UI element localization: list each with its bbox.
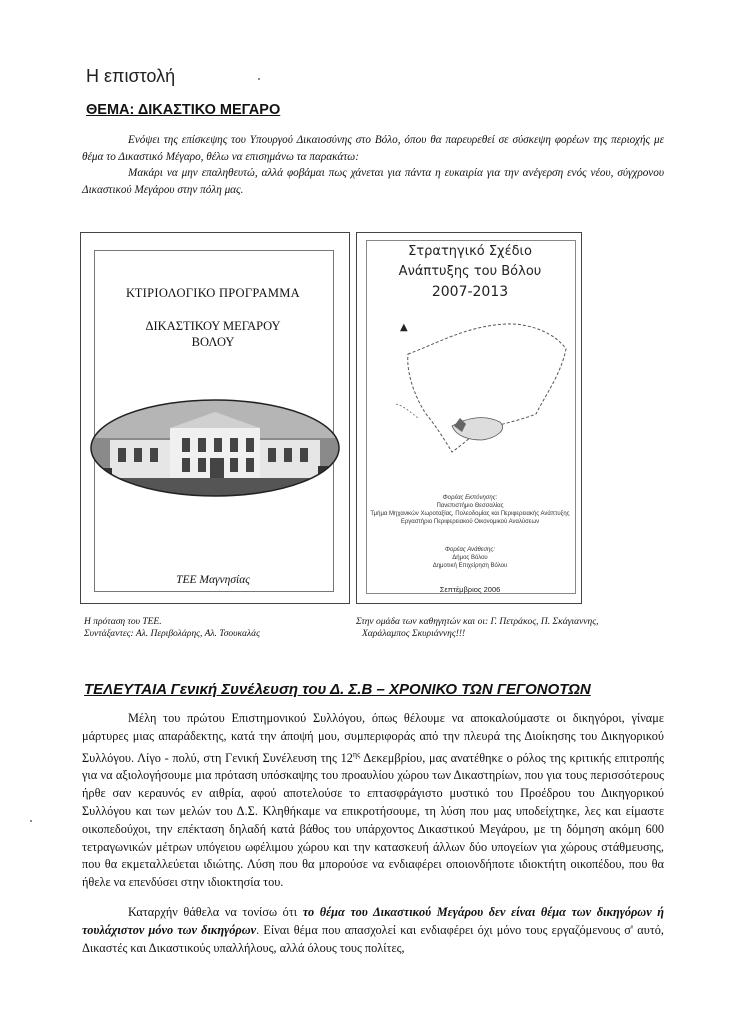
intro-text	[82, 132, 664, 198]
plan-title-line: Ανάπτυξης του Βόλου	[398, 264, 542, 279]
article-paragraph	[82, 710, 664, 892]
caption-line: Η πρόταση του ΤΕΕ.	[84, 617, 162, 627]
right-caption	[356, 616, 636, 640]
plan-date: Σεπτέμβριος 2006	[439, 585, 501, 594]
scan-speck	[258, 78, 260, 80]
article-text: . Είναι θέμα που απασχολεί και ενδιαφέρει όχι μόνο τους εργαζόμενους σ' αυτό, Δικαστές και Δικαστικούς υπαλλήλους, αλλά όλους τους πολίτες,	[82, 922, 664, 955]
funder-line: Δημοτική Επιχείρηση Βόλου	[432, 563, 508, 569]
cover-publisher: ΤΕΕ Μαγνησίας	[176, 574, 250, 586]
plan-years: 2007-2013	[431, 284, 509, 300]
authoring-label: Φορέας Εκπόνησης:	[442, 495, 498, 501]
scan-speck	[30, 820, 32, 822]
left-caption	[84, 616, 352, 640]
authoring-line: Εργαστήριο Περιφερειακού Οικονομικού Αναλύσεων	[400, 519, 540, 525]
caption-line: Χαράλαμπος Σκυριάννης!!!	[362, 629, 466, 639]
article-body	[82, 710, 664, 969]
cover-subtitle-line: ΔΙΚΑΣΤΙΚΟΥ ΜΕΓΑΡΟΥ	[145, 319, 281, 333]
article-text: Μέλη του πρώτου Επιστημονικού Συλλόγου, όπως θέλουμε να αποκαλούμαστε οι δικηγόροι, γίναμε μάρτυρες μιας απαράδεκτης, κατά την άποψή μου, συμπεριφοράς από την πλευρά της Διοίκησης του Δικηγορικού Συλλόγου. Λίγο - πολύ, στη Γενική Συνέλευση της 12	[82, 711, 664, 765]
article-paragraph	[82, 904, 664, 957]
cover-title: ΚΤΙΡΙΟΛΟΓΙΚΟ ΠΡΟΓΡΑΜΜΑ	[125, 286, 301, 300]
plan-title-line: Στρατηγικό Σχέδιο	[408, 244, 532, 259]
subject-line: ΘΕΜΑ: ΔΙΚΑΣΤΙΚΟ ΜΕΓΑΡΟ	[86, 102, 281, 118]
intro-paragraph: Ενόψει της επίσκεψης του Υπουργού Δικαιοσύνης στο Βόλο, όπου θα παρευρεθεί σε σύσκεψη φορέων της περιοχής με θέμα το Δικαστικό Μέγαρο, θέλω να επισημάνω τα παρακάτω:	[82, 134, 664, 163]
caption-line: Συντάξαντες: Αλ. Περιβολάρης, Αλ. Τσουκαλάς	[84, 629, 260, 639]
article-title: ΤΕΛΕΥΤΑΙΑ Γενική Συνέλευση του Δ. Σ.Β – ΧΡΟΝΙΚΟ ΤΩΝ ΓΕΓΟΝΟΤΩΝ	[84, 681, 591, 698]
caption-line: Στην ομάδα των καθηγητών και οι: Γ. Πετράκος, Π. Σκάγιαννης,	[356, 617, 599, 627]
article-text: Δεκεμβρίου, μας ανατέθηκε ο ρόλος της κριτικής επιτροπής για να αξιολογήσουμε μια πρόταση υπόσκαψης του προαυλίου χώρου των Δικαστηρίων, που για τους περισσότερους ήρθε σαν κεραυνός εν αιθρία, αφού αποτελούσε το επτασφράγιστο μυστικό του Προέδρου του Δικηγορικού Συλλόγου και των μελών του Δ.Σ. Κληθήκαμε να επικροτήσουμε, τη λύση που μας υποδείχτηκε, λες και είμαστε οικοπεδούχοι, την επέκταση δηλαδή κατά βάθος του υπάρχοντος Δικαστικού Μεγάρου, με τη δόμηση ακόμη 600 τετραγωνικών μέτρων υπόγειου ωφέλιμου χώρου και την κατασκευή άλλων δύο υπογείων για χώρους στάθμευσης, που θα εκμεταλλεύεται ιδιώτης. Λύση που θα μπορούσε να ενδιαφέρει οποιονδήποτε ιδιοκτήτη οικοπέδου, που θα ήθελε να επενδύσει στην ιδιοκτησία του.	[82, 750, 664, 890]
volos-map	[396, 314, 572, 464]
ordinal-suffix: ης	[352, 749, 361, 759]
plan-title	[368, 242, 572, 302]
authoring-line: Πανεπιστήμιο Θεσσαλίας	[436, 503, 504, 509]
letter-heading: Η επιστολή	[86, 66, 176, 86]
plan-authoring-body	[368, 494, 572, 526]
authoring-line: Τμήμα Μηχανικών Χωροταξίας, Πολεοδομίας και Περιφερειακής Ανάπτυξης	[370, 511, 570, 517]
cover-subtitle	[96, 318, 330, 350]
funder-label: Φορέας Ανάθεσης:	[445, 547, 495, 553]
north-arrow-icon: ▲	[400, 322, 408, 333]
courthouse-photo	[90, 398, 340, 498]
intro-paragraph: Μακάρι να μην επαληθευτώ, αλλά φοβάμαι πως χάνεται για πάντα η ευκαιρία για την ανέγερση ενός νέου, σύγχρονου Δικαστικού Μεγάρου στην πόλη μας.	[82, 167, 664, 196]
plan-funding-body	[368, 546, 572, 570]
article-text: Καταρχήν θάθελα να τονίσω ότι	[128, 905, 303, 920]
cover-subtitle-line: ΒΟΛΟΥ	[191, 335, 235, 349]
funder-line: Δήμος Βόλου	[452, 555, 488, 561]
emphasized-text: το θέμα του Δικαστικού Μεγάρου δεν είναι θέμα των δικηγόρων ή τουλάχιστον μόνο των δικηγόρων	[82, 905, 664, 937]
